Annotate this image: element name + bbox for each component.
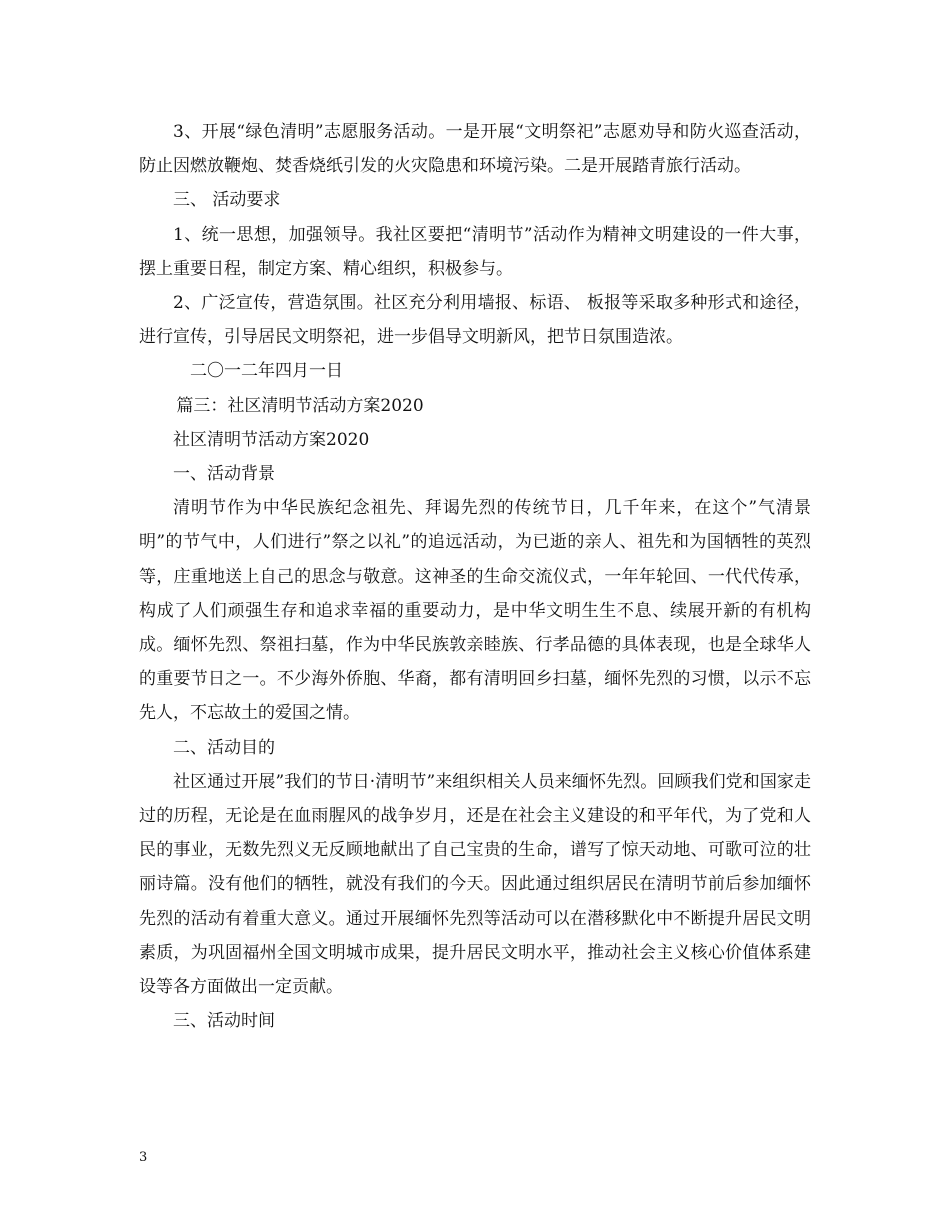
- heading-activity-background: 一、活动背景: [173, 464, 275, 485]
- document-body: [139, 115, 811, 1038]
- chapter-heading: 篇三：社区清明节活动方案2020: [176, 395, 424, 416]
- heading-activity-requirements: 三、 活动要求: [173, 190, 281, 211]
- heading-activity-purpose: 二、活动目的: [173, 737, 275, 758]
- paragraph-publicity: 2、广泛宣传，营造氛围。社区充分利用墙报、标语、 板报等采取多种形式和途径，进行宣传，引导居民文明祭祀，进一步倡导文明新风，把节日氛围造浓。: [139, 293, 811, 348]
- paragraph-volunteer-service: 3、开展“绿色清明”志愿服务活动。一是开展“文明祭祀”志愿劝导和防火巡查活动，防止因燃放鞭炮、焚香烧纸引发的火灾隐患和环境污染。二是开展踏青旅行活动。: [139, 122, 811, 177]
- paragraph-background: 清明节作为中华民族纪念祖先、拜谒先烈的传统节日，几千年来，在这个”气清景明”的节气中，人们进行”祭之以礼”的追远活动，为已逝的亲人、祖先和为国牺牲的英烈等，庄重地送上自己的思念与敬意。这神圣的生命交流仪式，一年年轮回、一代代传承，构成了人们顽强生存和追求幸福的重要动力，是中华文明生生不息、续展开新的有机构成。缅怀先烈、祭祖扫墓，作为中华民族敦亲睦族、行孝品德的具体表现，也是全球华人的重要节日之一。不少海外侨胞、华裔，都有清明回乡扫墓，缅怀先烈的习惯，以示不忘先人，不忘故土的爱国之情。: [139, 498, 811, 724]
- heading-activity-time: 三、活动时间: [173, 1011, 275, 1032]
- paragraph-unify-thinking: 1、统一思想，加强领导。我社区要把“清明节”活动作为精神文明建设的一件大事，摆上重要日程，制定方案、精心组织，积极参与。: [139, 224, 811, 279]
- paragraph-purpose: 社区通过开展”我们的节日·清明节”来组织相关人员来缅怀先烈。回顾我们党和国家走过的历程，无论是在血雨腥风的战争岁月，还是在社会主义建设的和平年代，为了党和人民的事业，无数先烈义无反顾地献出了自己宝贵的生命，谱写了惊天动地、可歌可泣的壮丽诗篇。没有他们的牺牲，就没有我们的今天。因此通过组织居民在清明节前后参加缅怀先烈的活动有着重大意义。通过开展缅怀先烈等活动可以在潜移默化中不断提升居民文明素质，为巩固福州全国文明城市成果，提升居民文明水平，推动社会主义核心价值体系建设等各方面做出一定贡献。: [139, 771, 811, 998]
- document-title: 社区清明节活动方案2020: [173, 429, 370, 450]
- page-number: 3: [139, 1150, 148, 1165]
- date-line: 二〇一二年四月一日: [190, 361, 343, 382]
